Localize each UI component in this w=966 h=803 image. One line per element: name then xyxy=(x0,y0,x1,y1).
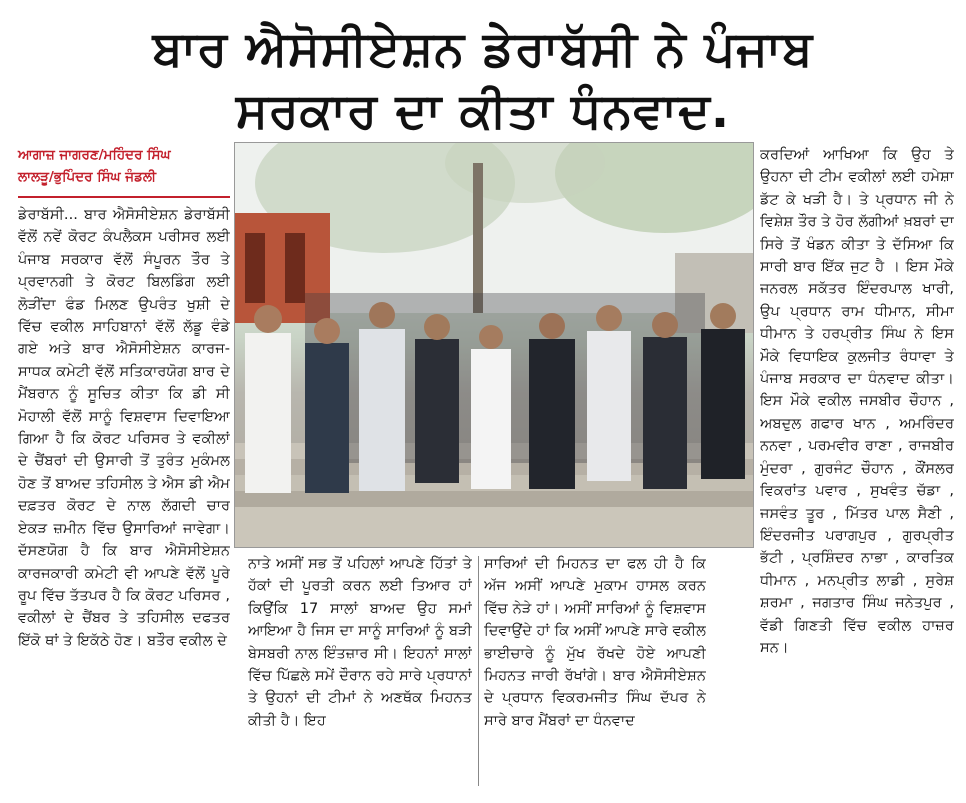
column-4-text: ਕਰਦਿਆਂ ਆਖਿਆ ਕਿ ਉਹ ਤੇ ਉਹਨਾ ਦੀ ਟੀਮ ਵਕੀਲਾਂ ਲਈ ਹਮੇਸ਼ਾ ਡੱਟ ਕੇ ਖੜੀ ਹੈ। ਤੇ ਪ੍ਰਧਾਨ ਜੀ ਨੇ ਵਿਸ਼ੇਸ਼ ਤੌਰ ਤੇ ਹੋਰ ਲੱਗੀਆਂ ਖ਼ਬਰਾਂ ਦਾ ਸਿਰੇ ਤੋਂ ਖੰਡਨ ਕੀਤਾ ਤੇ ਦੱਸਿਆ ਕਿ ਸਾਰੀ ਬਾਰ ਇੱਕ ਜੁਟ ਹੈ । ਇਸ ਮੌਕੇ ਜਨਰਲ ਸਕੱਤਰ ਇੰਦਰਪਾਲ ਖਾਰੀ, ਉਪ ਪ੍ਰਧਾਨ ਰਾਮ ਧੀਮਾਨ, ਸੀਮਾ ਧੀਮਾਨ ਤੇ ਹਰਪ੍ਰੀਤ ਸਿੰਘ ਨੇ ਇਸ ਮੌਕੇ ਵਿਧਾਇਕ ਕੁਲਜੀਤ ਰੰਧਾਵਾ ਤੇ ਪੰਜਾਬ ਸਰਕਾਰ ਦਾ ਧੰਨਵਾਦ ਕੀਤਾ। ਇਸ ਮੌਕੇ ਵਕੀਲ ਜਸਬੀਰ ਚੌਹਾਨ , ਅਬਦੁਲ ਗਫਾਰ ਖਾਨ , ਅਮਰਿੰਦਰ ਨਨਵਾ , ਪਰਮਵੀਰ ਰਾਣਾ , ਰਾਜਬੀਰ ਮੁੰਦਰਾ , ਗੁਰਜੰਟ ਚੌਹਾਨ , ਕੌਂਸਲਰ ਵਿਕਰਾਂਤ ਪਵਾਰ , ਸੁਖਵੰਤ ਚੱਡਾ , ਜਸਵੰਤ ਤੂਰ , ਮਿੱਤਰ ਪਾਲ ਸੈਣੀ , ਇੰਦਰਜੀਤ ਪਰਾਗਪੁਰ , ਗੁਰਪ੍ਰੀਤ ਭੱਟੀ , ਪ੍ਰਸ਼ਿੰਦਰ ਨਾਭਾ , ਕਾਰਤਿਕ ਧੀਮਾਨ , ਮਨਪ੍ਰੀਤ ਲਾਡੀ , ਸੁਰੇਸ਼ ਸ਼ਰਮਾ , ਜਗਤਾਰ ਸਿੰਘ ਜਨੇਤਪੁਰ , ਵੱਡੀ ਗਿਣਤੀ ਵਿੱਚ ਵਕੀਲ ਹਾਜ਼ਰ ਸਨ। xyxy=(760,146,954,656)
column-divider xyxy=(478,556,479,786)
column-1-text: ਡੇਰਾਬੱਸੀ... ਬਾਰ ਐਸੋਸੀਏਸ਼ਨ ਡੇਰਾਬੱਸੀ ਵੱਲੋਂ ਨਵੇਂ ਕੋਰਟ ਕੰਪਲੈਕਸ ਪਰੀਸਰ ਲਈ ਪੰਜਾਬ ਸਰਕਾਰ ਵੱਲੋਂ ਸੰਪੂਰਨ ਤੌਰ ਤੇ ਪ੍ਰਵਾਨਗੀ ਤੇ ਕੋਰਟ ਬਿਲਡਿੰਗ ਲਈ ਲੋੜੀਂਦਾ ਫੰਡ ਮਿਲਣ ਉਪਰੰਤ ਖੁਸ਼ੀ ਦੇ ਵਿੱਚ ਵਕੀਲ ਸਾਹਿਬਾਨਾਂ ਵੱਲੋਂ ਲੱਡੂ ਵੰਡੇ ਗਏ ਅਤੇ ਬਾਰ ਐਸੋਸੀਏਸ਼ਨ ਕਾਰਜ-ਸਾਧਕ ਕਮੇਟੀ ਵੱਲੋਂ ਸਤਿਕਾਰਯੋਗ ਬਾਰ ਦੇ ਮੈਂਬਰਾਨ ਨੂੰ ਸੂਚਿਤ ਕੀਤਾ ਕਿ ਡੀ ਸੀ ਮੋਹਾਲੀ ਵੱਲੋਂ ਸਾਨੂੰ ਵਿਸ਼ਵਾਸ ਦਿਵਾਇਆ ਗਿਆ ਹੈ ਕਿ ਕੋਰਟ ਪਰਿਸਰ ਤੇ ਵਕੀਲਾਂ ਦੇ ਚੈਂਬਰਾਂ ਦੀ ਉਸਾਰੀ ਤੋਂ ਤੁਰੰਤ ਮੁਕੰਮਲ ਹੋਣ ਤੋਂ ਬਾਅਦ ਤਹਿਸੀਲ ਤੇ ਐਸ ਡੀ ਐਮ ਦਫ਼ਤਰ ਕੋਰਟ ਦੇ ਨਾਲ ਲੱਗਦੀ ਚਾਰ ਏਕੜ ਜ਼ਮੀਨ ਵਿੱਚ ਉਸਾਰਿਆਂ ਜਾਵੇਗਾ। ਦੱਸਣਯੋਗ ਹੈ ਕਿ ਬਾਰ ਐਸੋਸੀਏਸ਼ਨ ਕਾਰਜਕਾਰੀ ਕਮੇਟੀ ਵੀ ਆਪਣੇ ਵੱਲੋਂ ਪੂਰੇ ਰੂਪ ਵਿੱਚ ਤੱਤਪਰ ਹੈ ਕਿ ਕੋਰਟ ਪਰਿਸਰ , ਵਕੀਲਾਂ ਦੇ ਚੈਂਬਰ ਤੇ ਤਹਿਸੀਲ ਦਫਤਰ ਇੱਕੋ ਥਾਂ ਤੇ ਇਕੱਠੇ ਹੋਣ। ਬਤੌਰ ਵਕੀਲ ਦੇ xyxy=(18,206,230,649)
group-photo-image xyxy=(235,143,754,548)
article-column-3 xyxy=(484,553,706,789)
byline-line-1: ਆਗਾਜ਼ ਜਾਗਰਣ/ਮਹਿੰਦਰ ਸਿੰਘ xyxy=(18,147,171,163)
article-headline xyxy=(0,18,966,142)
group-photo xyxy=(234,142,754,548)
article-column-2 xyxy=(248,553,472,789)
column-3-text: ਸਾਰਿਆਂ ਦੀ ਮਿਹਨਤ ਦਾ ਫਲ ਹੀ ਹੈ ਕਿ ਅੱਜ ਅਸੀਂ ਆਪਣੇ ਮੁਕਾਮ ਹਾਸਲ ਕਰਨ ਵਿੱਚ ਨੇੜੇ ਹਾਂ। ਅਸੀਂ ਸਾਰਿਆਂ ਨੂੰ ਵਿਸ਼ਵਾਸ ਦਿਵਾਉਂਦੇ ਹਾਂ ਕਿ ਅਸੀਂ ਆਪਣੇ ਸਾਰੇ ਵਕੀਲ ਭਾਈਚਾਰੇ ਨੂੰ ਮੁੱਖ ਰੱਖਦੇ ਹੋਏ ਆਪਣੀ ਮਿਹਨਤ ਜਾਰੀ ਰੱਖਾਂਗੇ। ਬਾਰ ਐਸੋਸੀਏਸ਼ਨ ਦੇ ਪ੍ਰਧਾਨ ਵਿਕਰਮਜੀਤ ਸਿੰਘ ਦੱਪਰ ਨੇ ਸਾਰੇ ਬਾਰ ਮੈਂਬਰਾਂ ਦਾ ਧੰਨਵਾਦ xyxy=(484,555,706,729)
byline xyxy=(18,144,230,188)
article-column-4 xyxy=(760,144,954,789)
headline-line-1: ਬਾਰ ਐਸੋਸੀਏਸ਼ਨ ਡੇਰਾਬੱਸੀ ਨੇ ਪੰਜਾਬ xyxy=(152,21,814,77)
byline-line-2: ਲਾਲੜੂ/ਭੁਪਿੰਦਰ ਸਿੰਘ ਜੰਡਲੀ xyxy=(18,169,157,185)
byline-rule xyxy=(18,196,230,198)
column-2-text: ਨਾਤੇ ਅਸੀਂ ਸਭ ਤੋਂ ਪਹਿਲਾਂ ਆਪਣੇ ਹਿੱਤਾਂ ਤੇ ਹੱਕਾਂ ਦੀ ਪੂਰਤੀ ਕਰਨ ਲਈ ਤਿਆਰ ਹਾਂ ਕਿਉਂਕਿ 17 ਸਾਲਾਂ ਬਾਅਦ ਉਹ ਸਮਾਂ ਆਇਆ ਹੈ ਜਿਸ ਦਾ ਸਾਨੂੰ ਸਾਰਿਆਂ ਨੂੰ ਬੜੀ ਬੇਸਬਰੀ ਨਾਲ ਇੰਤਜ਼ਾਰ ਸੀ। ਇਹਨਾਂ ਸਾਲਾਂ ਵਿੱਚ ਪਿੱਛਲੇ ਸਮੇਂ ਦੌਰਾਨ ਰਹੇ ਸਾਰੇ ਪ੍ਰਧਾਨਾਂ ਤੇ ਉਹਨਾਂ ਦੀ ਟੀਮਾਂ ਨੇ ਅਣਥੱਕ ਮਿਹਨਤ ਕੀਤੀ ਹੈ। ਇਹ xyxy=(248,555,472,729)
article-column-1 xyxy=(18,204,230,788)
headline-line-2: ਸਰਕਾਰ ਦਾ ਕੀਤਾ ਧੰਨਵਾਦ. xyxy=(235,83,731,139)
